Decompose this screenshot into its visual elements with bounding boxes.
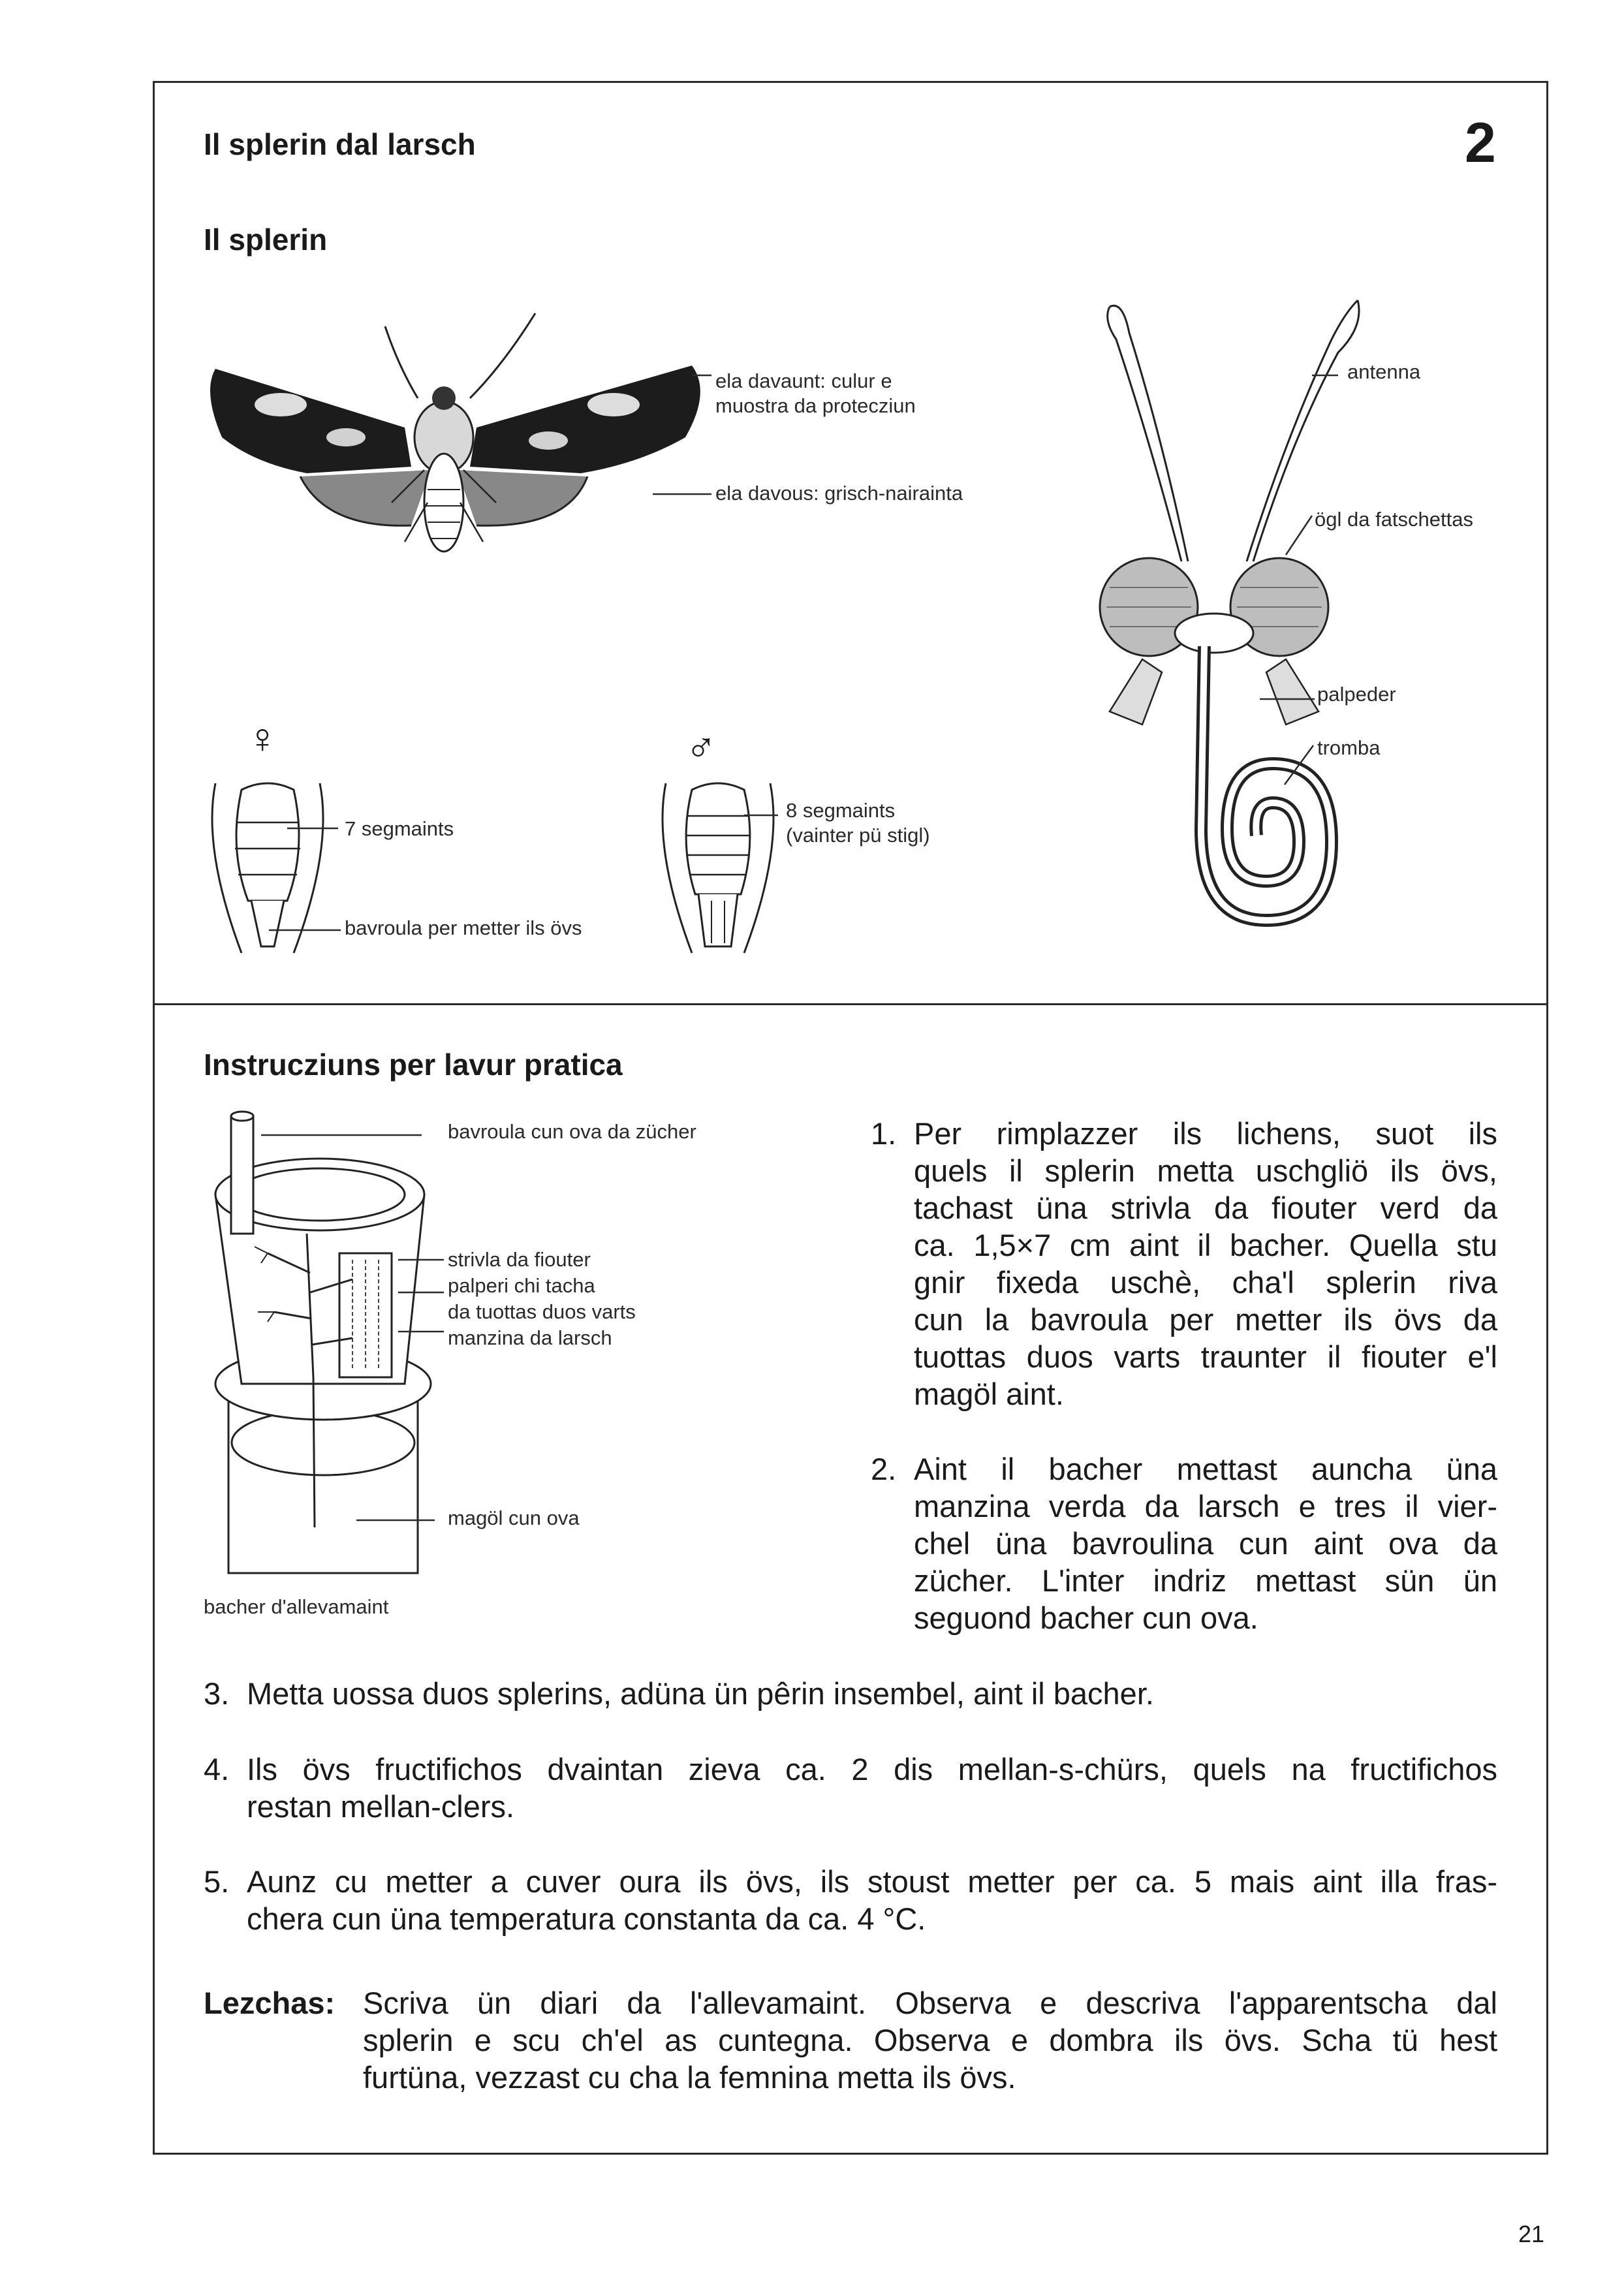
- female-segments-label: 7 segmaints: [345, 817, 454, 840]
- step-2-number: 2.: [871, 1452, 897, 1486]
- step-4-text: [247, 1751, 1497, 1825]
- proboscis-label: tromba: [1317, 736, 1381, 759]
- moth-illustration: [196, 307, 718, 587]
- eye-label: ögl da fatschettas: [1315, 508, 1473, 531]
- rearing-diagram: [202, 1103, 444, 1573]
- step-5: [204, 1863, 1497, 1941]
- palps-label: palpeder: [1317, 683, 1396, 706]
- proboscis-leader: [1285, 745, 1313, 785]
- antenna-label: antenna: [1347, 360, 1421, 383]
- moth-forewing-leader: [692, 372, 711, 379]
- section-title: Il splerin: [204, 223, 328, 257]
- step-3-line: Metta uossa duos splerins, adüna ün pêrin insembel, aint il bacher.: [247, 1676, 1154, 1711]
- step-5-number: 5.: [204, 1864, 230, 1899]
- step-5-line: chera cun üna temperatura constanta da ca. 4 °C.: [247, 1901, 926, 1936]
- tasks-line: furtüna, vezzast cu cha la femnina metta ils övs.: [363, 2060, 1016, 2095]
- step-1-line: cun la bavroula per metter ils övs da: [914, 1302, 1497, 1337]
- male-segments-label-1: 8 segmaints: [786, 799, 896, 822]
- step-3: [204, 1675, 1497, 1714]
- page-title: Il splerin dal larsch: [204, 127, 476, 161]
- step-2-text: [914, 1450, 1497, 1636]
- strip-label-1: strivla da fiouter: [448, 1248, 591, 1271]
- step-4-number: 4.: [204, 1752, 230, 1787]
- moth-head-illustration: [1070, 294, 1358, 953]
- jar-label: magöl cun ova: [448, 1507, 580, 1529]
- step-2: [871, 1450, 1497, 1640]
- step-2-line: manzina verda da larsch e tres il vier-: [914, 1489, 1497, 1523]
- female-segments-leader: [287, 825, 338, 832]
- strip-label-4: manzina da larsch: [448, 1326, 612, 1349]
- tasks-label: Lezchas:: [204, 1986, 336, 2020]
- moth-hindwing-leader: [653, 491, 711, 497]
- strip-leader: [398, 1253, 444, 1338]
- chapter-number: 2: [1465, 112, 1496, 174]
- forewing-label-2: muostra da protecziun: [715, 394, 916, 417]
- step-3-text: [247, 1675, 1497, 1712]
- male-symbol: ♂: [685, 724, 717, 771]
- forewing-label-1: ela davaunt: culur e: [715, 369, 892, 392]
- step-1-line: Per rimplazzer ils lichens, suot ils: [914, 1116, 1497, 1151]
- tube-leader: [261, 1132, 422, 1138]
- ovipositor-label: bavroula per metter ils övs: [345, 916, 582, 939]
- male-segments-label-2: (vainter pü stigl): [786, 824, 930, 847]
- strip-label-3: da tuottas duos varts: [448, 1300, 636, 1323]
- step-1-text: [914, 1115, 1497, 1413]
- step-1-line: ca. 1,5×7 cm aint il bacher. Quella stu: [914, 1228, 1497, 1262]
- step-4: [204, 1751, 1497, 1829]
- step-2-line: zücher. L'inter indriz mettast sün ün: [914, 1563, 1497, 1598]
- step-1-line: gnir fixeda uschè, cha'l splerin riva: [914, 1265, 1497, 1300]
- step-2-line: seguond bacher cun ova.: [914, 1600, 1258, 1635]
- tasks-text: [363, 1984, 1497, 2096]
- step-4-line: restan mellan-clers.: [247, 1789, 515, 1824]
- ovipositor-leader: [269, 927, 341, 933]
- step-1-line: quels il splerin metta uschgliö ils övs,: [914, 1153, 1497, 1188]
- step-3-number: 3.: [204, 1676, 230, 1711]
- instructions-title: Instrucziuns per lavur pratica: [204, 1048, 623, 1082]
- step-2-line: chel üna bavroulina cun aint ova da: [914, 1526, 1497, 1561]
- antenna-leader: [1312, 372, 1338, 379]
- hindwing-label: ela davous: grisch-nairainta: [715, 482, 963, 505]
- tasks-line: Scriva ün diari da l'allevamaint. Observa e descriva l'apparentscha dal: [363, 1986, 1497, 2020]
- step-1-line: tuottas duos varts traunter il fiouter e'l: [914, 1339, 1497, 1374]
- step-2-line: Aint il bacher mettast auncha üna: [914, 1452, 1497, 1486]
- step-1-line: tachast üna strivla da fiouter verd da: [914, 1191, 1497, 1225]
- female-symbol: ♀: [247, 715, 278, 762]
- step-5-text: [247, 1863, 1497, 1937]
- step-1-line: magöl aint.: [914, 1377, 1064, 1411]
- eye-leader: [1286, 516, 1312, 555]
- jar-leader: [356, 1517, 435, 1523]
- page-number: 21: [1518, 2221, 1545, 2247]
- step-5-line: Aunz cu metter a cuver oura ils övs, ils stoust metter per ca. 5 mais aint illa fras-: [247, 1864, 1497, 1899]
- step-4-line: Ils övs fructifichos dvaintan zieva ca. 2 dis mellan-s-chürs, quels na fructifichos: [247, 1752, 1497, 1787]
- male-abdomen-illustration: [653, 770, 783, 960]
- strip-label-2: palperi chi tacha: [448, 1274, 595, 1297]
- beaker-label: bacher d'allevamaint: [204, 1595, 389, 1618]
- tasks-line: splerin e scu ch'el as cuntegna. Observa e dombra ils övs. Scha tü hest: [363, 2023, 1497, 2057]
- palps-leader: [1260, 696, 1315, 702]
- step-1: [871, 1115, 1497, 1415]
- tube-label: bavroula cun ova da zücher: [448, 1120, 696, 1143]
- step-1-number: 1.: [871, 1116, 897, 1151]
- male-segments-leader: [744, 812, 778, 819]
